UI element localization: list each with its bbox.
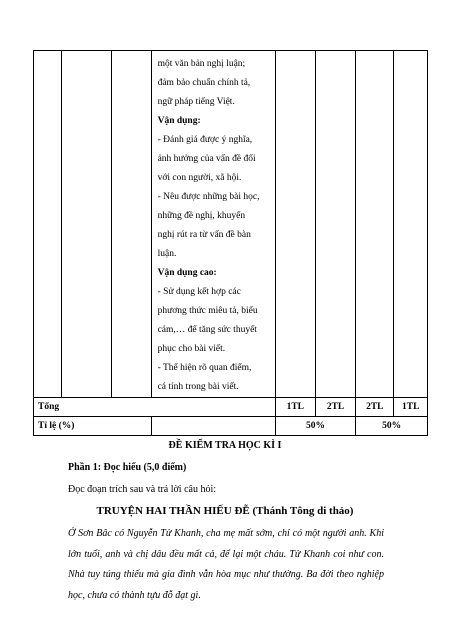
content-line: cảm,… để tăng sức thuyết [157,325,257,335]
instruction-text: Đọc đoạn trích sau và trả lời câu hỏi: [68,484,217,495]
part-heading: Phần 1: Đọc hiểu (5,0 điểm) [68,462,187,473]
content-line: với con người, xã hội. [157,173,242,183]
content-line: những đề nghị, khuyến [157,211,246,221]
content-line: đảm bảo chuẩn chính tả, [157,78,251,88]
total-value: 1TL [394,398,428,417]
content-line: - Sử dụng kết hợp các [157,287,241,297]
ratio-row [34,417,428,436]
content-cell [151,51,275,398]
content-line: ảnh hưởng của vấn đề đối [157,154,256,164]
content-line: - Nêu được những bài học, [157,192,260,202]
content-line: - Thể hiện rõ quan điểm, [157,363,252,373]
story-paragraph: Ở Sơn Bâc có Nguyễn Tử Khanh, cha mẹ mất sớm, chỉ có một người anh. Khi lớn tuổi, anh và chị dâu đều mất cả, để lại một cháu. Tử Khanh coi như con. Nhà tuy túng thiếu mà gia đình vẫn hòa mục như thường. Ba đời theo nghiệp học, chưa có thành tựu đỗ đạt gì. [68,528,384,601]
table-cell [34,51,62,398]
total-label: Tổng [34,398,276,417]
content-line: luận. [157,249,177,259]
content-line: phục cho bài viết. [157,344,226,354]
table-cell [62,51,112,398]
table-cell [151,417,275,436]
content-line: một văn bản nghị luận; [157,59,246,69]
total-value: 2TL [315,398,355,417]
story-title: TRUYỆN HAI THẦN HIẾU ĐỄ (Thánh Tông di thảo) [96,505,354,517]
exam-matrix-table [33,50,428,436]
ratio-value: 50% [356,417,428,436]
table-cell [275,51,315,398]
total-value: 2TL [356,398,394,417]
content-text [152,51,275,397]
table-cell [111,51,151,398]
level-heading: Vận dụng cao: [157,268,217,278]
table-cell [394,51,428,398]
content-line: - Đánh giá được ý nghĩa, [157,135,253,145]
ratio-value: 50% [275,417,355,436]
total-row [34,398,428,417]
content-line: cá tính trong bài viết. [157,382,239,392]
ratio-label: Tỉ lệ (%) [34,417,152,436]
exam-title: ĐỀ KIỂM TRA HỌC KÌ I [168,440,282,451]
total-value: 1TL [275,398,315,417]
content-line: phương thức miêu tả, biểu [157,306,258,316]
content-line: ngữ pháp tiếng Việt. [157,97,235,107]
content-line: nghị rút ra từ vấn đề bàn [157,230,251,240]
table-cell [315,51,355,398]
table-cell [356,51,394,398]
level-heading: Vận dụng: [157,116,201,126]
table-row [34,51,428,398]
